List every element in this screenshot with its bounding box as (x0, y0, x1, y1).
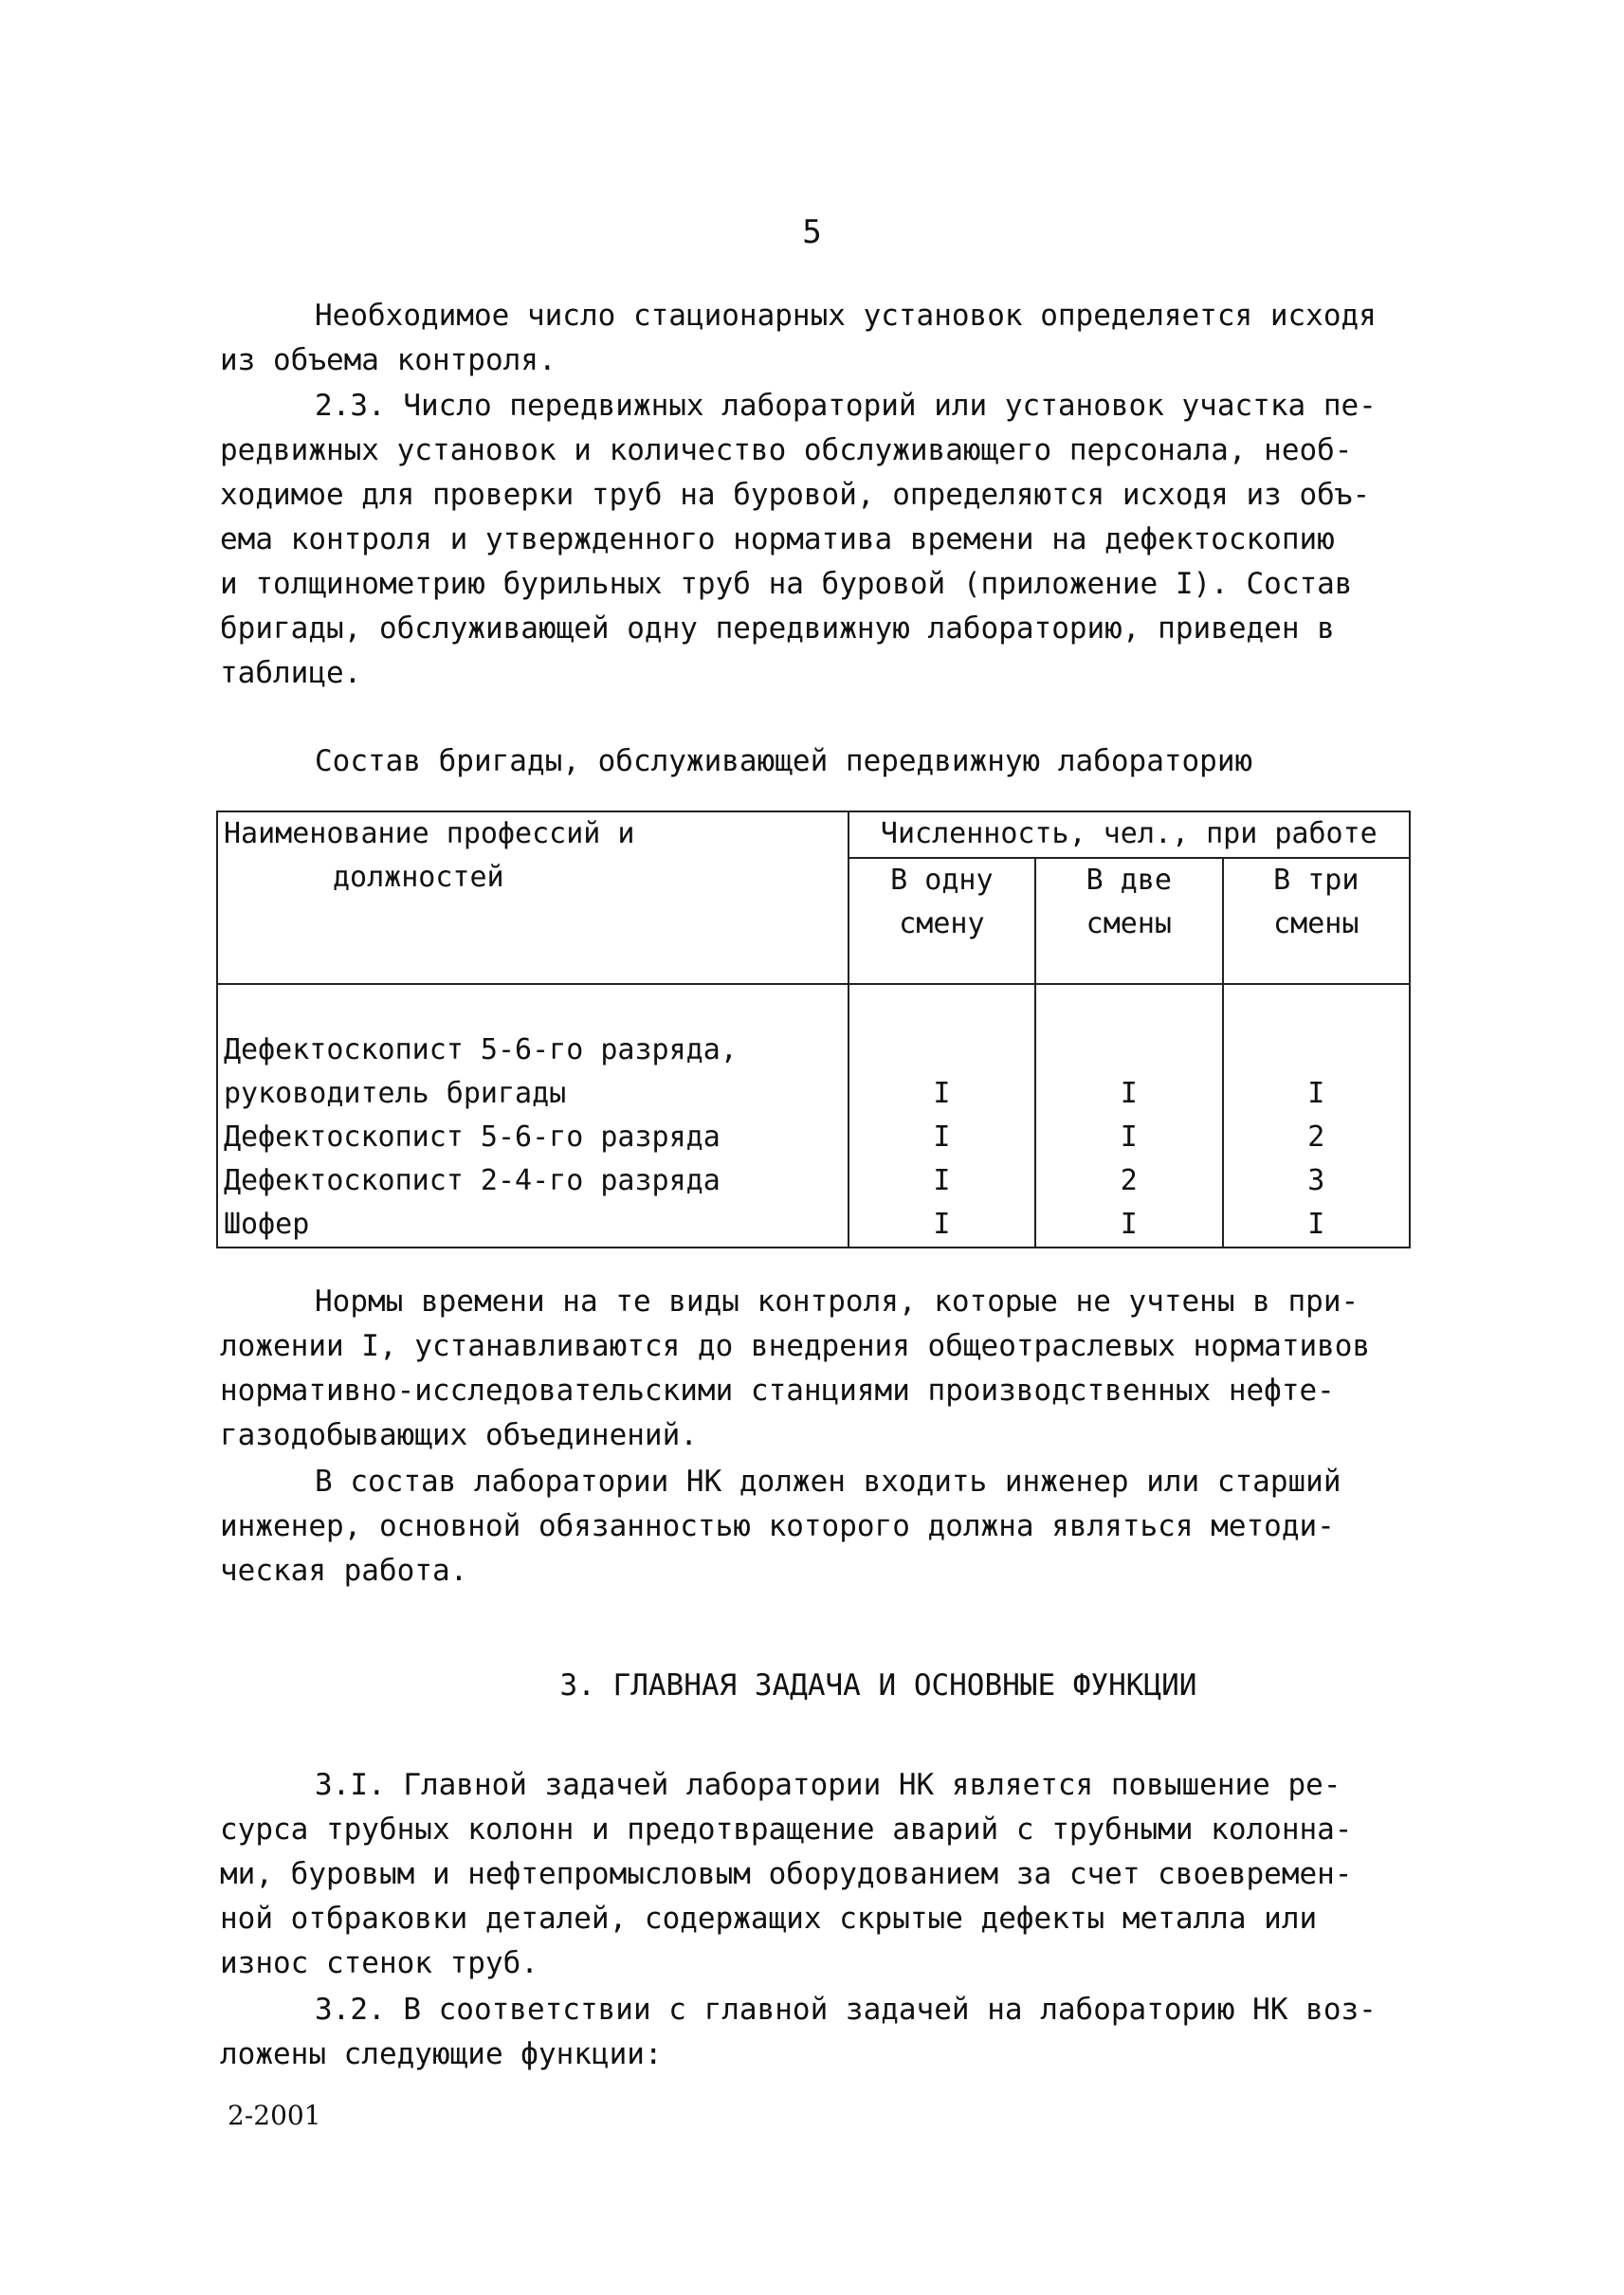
table-spacer (1035, 984, 1222, 1029)
intro-line-5: ходимое для проверки труб на буровой, определяются исходя из объ- (220, 478, 1371, 512)
intro-line-6: ема контроля и утвержденного норматива времени на дефектоскопию (220, 522, 1335, 556)
table-row-value: I (1035, 1116, 1222, 1159)
header-profession-line2: должностей (333, 861, 504, 894)
table-row-value: 2 (1223, 1116, 1410, 1159)
header-profession (217, 811, 848, 984)
header-shift-1-line2: смену (899, 906, 985, 940)
intro-line-9: таблице. (220, 656, 362, 690)
intro-line-8: бригады, обслуживающей одну передвижную лабораторию, приведен в (220, 611, 1335, 646)
table-row-value: I (848, 1116, 1035, 1159)
header-shift-1 (848, 858, 1035, 984)
section3-line-5: износ стенок труб. (220, 1946, 538, 1980)
section-heading: 3. ГЛАВНАЯ ЗАДАЧА И ОСНОВНЫЕ ФУНКЦИИ (559, 1668, 1197, 1703)
section3-line-6: 3.2. В соответствии с главной задачей на лабораторию НК воз- (315, 1993, 1377, 2027)
table-row-value: I (848, 1072, 1035, 1116)
table-row-value: I (1035, 1203, 1222, 1248)
intro-line-2: из объема контроля. (220, 343, 557, 377)
section3-line-3: ми, буровым и нефтепромысловым оборудованием за счет своевремен- (220, 1857, 1353, 1891)
table-row-value: I (1035, 1072, 1222, 1116)
table-row-profession: Дефектоскопист 5-6-го разряда (217, 1116, 848, 1159)
norms-line-1: Нормы времени на те виды контроля, которые не учтены в при- (315, 1284, 1359, 1319)
section3-line-4: ной отбраковки деталей, содержащих скрытые дефекты металла или (220, 1902, 1318, 1936)
table-spacer (848, 984, 1035, 1029)
norms-line-3: нормативно-исследовательскими станциями производственных нефте- (220, 1374, 1335, 1408)
table-row-value (1035, 1029, 1222, 1072)
table-row-value (1223, 1029, 1410, 1072)
intro-line-7: и толщинометрию бурильных труб на буровой (приложение I). Состав (220, 567, 1353, 601)
table-title: Состав бригады, обслуживающей передвижную лабораторию (315, 744, 1253, 778)
section3-line-7: ложены следующие функции: (220, 2037, 663, 2071)
crew-table (216, 811, 1411, 1248)
header-shift-1-line1: В одну (890, 863, 994, 897)
table-row-value: I (848, 1159, 1035, 1203)
table-spacer (1223, 984, 1410, 1029)
header-shift-2 (1035, 858, 1222, 984)
page-number: 5 (802, 213, 822, 251)
header-shift-3 (1223, 858, 1410, 984)
table-row-value: I (1223, 1072, 1410, 1116)
intro-line-1: Необходимое число стационарных установок определяется исходя (315, 299, 1377, 333)
norms-line-4: газодобывающих объединений. (220, 1418, 698, 1452)
footer-code: 2-2001 (228, 2100, 321, 2131)
header-shift-3-line1: В три (1273, 863, 1359, 897)
header-count: Численность, чел., при работе (848, 811, 1410, 858)
header-profession-line1: Наименование профессий и (224, 817, 635, 850)
table-spacer (217, 984, 848, 1029)
header-shift-2-line2: смены (1086, 906, 1172, 940)
table-row-value: I (848, 1203, 1035, 1248)
section3-line-2: сурса трубных колонн и предотвращение аварий с трубными колонна- (220, 1812, 1353, 1847)
table-row-profession: Шофер (217, 1203, 848, 1248)
norms-line-6: инженер, основной обязанностью которого должна являться методи- (220, 1509, 1335, 1543)
table-row-profession: Дефектоскопист 2-4-го разряда (217, 1159, 848, 1203)
norms-line-7: ческая работа. (220, 1554, 468, 1588)
table-row-profession: Дефектоскопист 5-6-го разряда, (217, 1029, 848, 1072)
norms-line-2: ложении I, устанавливаются до внедрения общеотраслевых нормативов (220, 1329, 1371, 1363)
table-row-value: 3 (1223, 1159, 1410, 1203)
header-shift-2-line1: В две (1086, 863, 1172, 897)
section3-line-1: 3.I. Главной задачей лаборатории НК является повышение ре- (315, 1768, 1341, 1802)
header-shift-3-line2: смены (1273, 906, 1359, 940)
table-row-value: I (1223, 1203, 1410, 1248)
intro-line-3: 2.3. Число передвижных лабораторий или установок участка пе- (315, 389, 1377, 423)
intro-line-4: редвижных установок и количество обслуживающего персонала, необ- (220, 433, 1353, 467)
table-row-profession: руководитель бригады (217, 1072, 848, 1116)
table-row-value (848, 1029, 1035, 1072)
table-row-value: 2 (1035, 1159, 1222, 1203)
norms-line-5: В состав лаборатории НК должен входить инженер или старший (315, 1465, 1341, 1499)
